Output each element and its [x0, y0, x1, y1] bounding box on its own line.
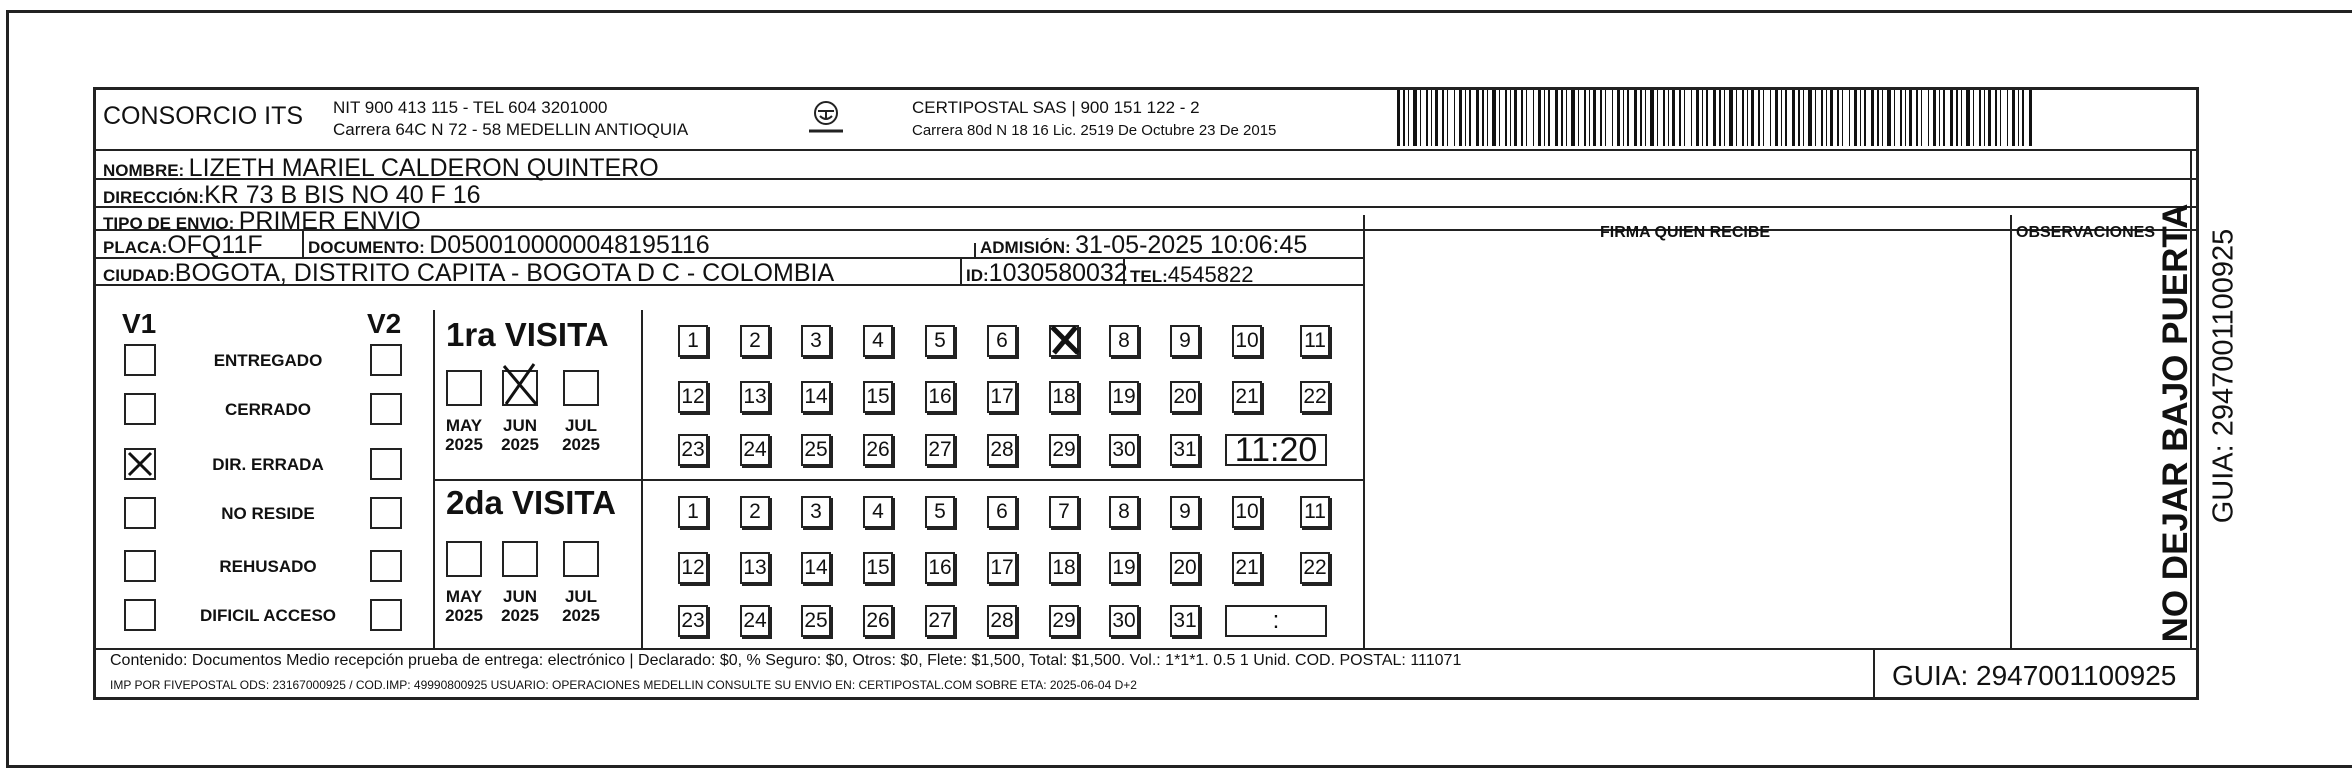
- month-label: [555, 587, 607, 625]
- day-box[interactable]: 19: [1109, 552, 1139, 584]
- month-year: 2025: [445, 435, 483, 454]
- month-name: JUL: [564, 416, 598, 435]
- day-box[interactable]: 25: [801, 605, 831, 637]
- status-label: CERRADO: [225, 400, 311, 419]
- nombre-label: NOMBRE:: [103, 161, 185, 180]
- day-box[interactable]: 17: [987, 381, 1017, 413]
- company-nit: NIT 900 413 115 - TEL 604 3201000: [333, 98, 608, 117]
- day-box[interactable]: 30: [1109, 605, 1139, 637]
- day-box[interactable]: 2: [740, 496, 770, 528]
- day-box[interactable]: 3: [801, 496, 831, 528]
- day-box[interactable]: 5: [925, 325, 955, 357]
- month-name: JUN: [502, 416, 537, 435]
- day-box[interactable]: 2: [740, 325, 770, 357]
- day-box[interactable]: 6: [987, 496, 1017, 528]
- month-checkbox[interactable]: [446, 370, 482, 406]
- id-value: 1030580032: [988, 259, 1128, 287]
- visit1-title: 1ra VISITA: [446, 316, 609, 353]
- month-checkbox[interactable]: [563, 370, 599, 406]
- day-box[interactable]: 17: [987, 552, 1017, 584]
- admision-label: ADMISIÓN:: [980, 238, 1071, 257]
- day-box[interactable]: 24: [740, 605, 770, 637]
- month-checkbox[interactable]: [563, 541, 599, 577]
- day-box[interactable]: 8: [1109, 496, 1139, 528]
- placa-value: OFQ11F: [167, 231, 263, 259]
- v1-checkbox[interactable]: [124, 448, 156, 480]
- month-year: 2025: [501, 606, 539, 625]
- admision-value: 31-05-2025 10:06:45: [1075, 231, 1308, 259]
- day-box[interactable]: 28: [987, 605, 1017, 637]
- day-box[interactable]: 25: [801, 434, 831, 466]
- month-label: [438, 587, 490, 625]
- day-box[interactable]: 29: [1049, 434, 1079, 466]
- observaciones-label: OBSERVACIONES: [2016, 224, 2155, 241]
- month-name: JUL: [564, 587, 598, 606]
- v2-checkbox[interactable]: [370, 497, 402, 529]
- direccion-label: DIRECCIÓN:: [103, 188, 205, 207]
- day-box[interactable]: 15: [863, 552, 893, 584]
- company-name: CONSORCIO ITS: [103, 102, 304, 130]
- day-box[interactable]: 28: [987, 434, 1017, 466]
- day-box[interactable]: 6: [987, 325, 1017, 357]
- id-label: ID:: [966, 266, 989, 285]
- ciudad-label: CIUDAD:: [103, 266, 175, 285]
- v1-label: V1: [122, 308, 157, 339]
- placa-label: PLACA:: [103, 238, 168, 257]
- day-box[interactable]: [1049, 325, 1079, 357]
- day-box[interactable]: 4: [863, 496, 893, 528]
- month-name: MAY: [445, 416, 483, 435]
- day-box[interactable]: 24: [740, 434, 770, 466]
- day-box[interactable]: 20: [1170, 552, 1200, 584]
- v1-checkbox[interactable]: [124, 599, 156, 631]
- day-box[interactable]: 27: [925, 605, 955, 637]
- day-box[interactable]: 13: [740, 552, 770, 584]
- tipo-value: PRIMER ENVIO: [238, 207, 421, 235]
- day-box[interactable]: 11: [1300, 496, 1330, 528]
- documento-label: DOCUMENTO:: [308, 238, 425, 257]
- month-year: 2025: [445, 606, 483, 625]
- day-box[interactable]: 10: [1232, 496, 1262, 528]
- month-name: MAY: [445, 587, 483, 606]
- v2-checkbox[interactable]: [370, 550, 402, 582]
- day-box[interactable]: 7: [1049, 496, 1079, 528]
- day-box[interactable]: 19: [1109, 381, 1139, 413]
- ciudad-value: BOGOTA, DISTRITO CAPITA - BOGOTA D C - COLOMBIA: [174, 259, 835, 287]
- day-box[interactable]: 11: [1300, 325, 1330, 357]
- day-box[interactable]: 9: [1170, 325, 1200, 357]
- day-box[interactable]: 21: [1232, 381, 1262, 413]
- check-mark-icon: [126, 450, 154, 478]
- day-box[interactable]: 29: [1049, 605, 1079, 637]
- status-label: DIR. ERRADA: [212, 455, 324, 474]
- v2-checkbox[interactable]: [370, 448, 402, 480]
- direccion-value: KR 73 B BIS NO 40 F 16: [204, 181, 481, 209]
- month-checkbox[interactable]: [446, 541, 482, 577]
- footer-line-1: Contenido: Documentos Medio recepción prueba de entrega: electrónico | Declarado: $0, % Seguro: $0, Otros: $0, Flete: $1,500, Total: $1,500. Vol.: 1*1*1. 0.5 1 Unid. COD. POSTAL: 111071: [110, 652, 1462, 669]
- time-box[interactable]: :: [1225, 605, 1327, 637]
- day-box[interactable]: 30: [1109, 434, 1139, 466]
- day-box[interactable]: 26: [863, 434, 893, 466]
- carrier-name: CERTIPOSTAL SAS | 900 151 122 - 2: [912, 98, 1200, 117]
- day-box[interactable]: 14: [801, 552, 831, 584]
- carrier-address: Carrera 80d N 18 16 Lic. 2519 De Octubre 23 De 2015: [912, 122, 1277, 139]
- month-label: [555, 416, 607, 454]
- status-label: REHUSADO: [219, 557, 317, 576]
- side-guia: GUIA: 2947001100925: [2207, 228, 2240, 524]
- month-year: 2025: [501, 435, 539, 454]
- status-label: ENTREGADO: [213, 351, 323, 370]
- day-box[interactable]: 3: [801, 325, 831, 357]
- status-label: NO RESIDE: [221, 504, 315, 523]
- v2-checkbox[interactable]: [370, 344, 402, 376]
- nombre-value: LIZETH MARIEL CALDERON QUINTERO: [188, 154, 659, 182]
- day-box[interactable]: 18: [1049, 552, 1079, 584]
- day-box[interactable]: 5: [925, 496, 955, 528]
- v1-checkbox[interactable]: [124, 393, 156, 425]
- month-name: JUN: [502, 587, 537, 606]
- side-warning: NO DEJAR BAJO PUERTA: [2156, 203, 2195, 643]
- day-box[interactable]: 1: [678, 496, 708, 528]
- day-box[interactable]: 12: [678, 381, 708, 413]
- v1-checkbox[interactable]: [124, 550, 156, 582]
- day-box[interactable]: 23: [678, 434, 708, 466]
- firma-label: FIRMA QUIEN RECIBE: [1600, 224, 1771, 241]
- day-box[interactable]: 10: [1232, 325, 1262, 357]
- month-checkbox[interactable]: [502, 541, 538, 577]
- documento-value: D0500100000048195116: [429, 231, 710, 259]
- time-box[interactable]: 11:20: [1225, 434, 1327, 466]
- day-box[interactable]: 15: [863, 381, 893, 413]
- month-year: 2025: [562, 435, 600, 454]
- month-year: 2025: [562, 606, 600, 625]
- check-mark-icon: [500, 360, 540, 408]
- tipo-label: TIPO DE ENVIO:: [103, 214, 235, 233]
- day-box[interactable]: 23: [678, 605, 708, 637]
- v2-label: V2: [367, 308, 402, 339]
- status-label: DIFICIL ACCESO: [199, 606, 337, 625]
- v2-checkbox[interactable]: [370, 599, 402, 631]
- v1-checkbox[interactable]: [124, 497, 156, 529]
- day-box[interactable]: 22: [1300, 552, 1330, 584]
- day-box[interactable]: 21: [1232, 552, 1262, 584]
- day-box[interactable]: 31: [1170, 434, 1200, 466]
- day-box[interactable]: 14: [801, 381, 831, 413]
- check-mark-icon: [1048, 323, 1082, 357]
- day-box[interactable]: 9: [1170, 496, 1200, 528]
- day-box[interactable]: 26: [863, 605, 893, 637]
- day-box[interactable]: 16: [925, 381, 955, 413]
- month-label: [494, 587, 546, 625]
- day-box[interactable]: 27: [925, 434, 955, 466]
- v2-checkbox[interactable]: [370, 393, 402, 425]
- tel-value: 4545822: [1167, 262, 1254, 287]
- day-box[interactable]: 4: [863, 325, 893, 357]
- footer-line-2: IMP POR FIVEPOSTAL ODS: 23167000925 / COD.IMP: 49990800925 USUARIO: OPERACIONES MEDELLIN CONSULTE SU ENVIO EN: CERTIPOSTAL.COM SOBRE ETA: 2025-06-04 D+2: [110, 678, 1137, 692]
- month-checkbox[interactable]: [502, 370, 538, 406]
- month-label: [494, 416, 546, 454]
- company-address: Carrera 64C N 72 - 58 MEDELLIN ANTIOQUIA: [333, 120, 689, 139]
- day-box[interactable]: 12: [678, 552, 708, 584]
- month-label: [438, 416, 490, 454]
- day-box[interactable]: 22: [1300, 381, 1330, 413]
- visit2-title: 2da VISITA: [446, 484, 616, 521]
- day-box[interactable]: 8: [1109, 325, 1139, 357]
- footer-guia: GUIA: 2947001100925: [1892, 660, 2177, 691]
- day-box[interactable]: 1: [678, 325, 708, 357]
- day-box[interactable]: 18: [1049, 381, 1079, 413]
- v1-checkbox[interactable]: [124, 344, 156, 376]
- day-box[interactable]: 20: [1170, 381, 1200, 413]
- day-box[interactable]: 16: [925, 552, 955, 584]
- day-box[interactable]: 13: [740, 381, 770, 413]
- day-box[interactable]: 31: [1170, 605, 1200, 637]
- tel-label: TEL:: [1130, 267, 1168, 286]
